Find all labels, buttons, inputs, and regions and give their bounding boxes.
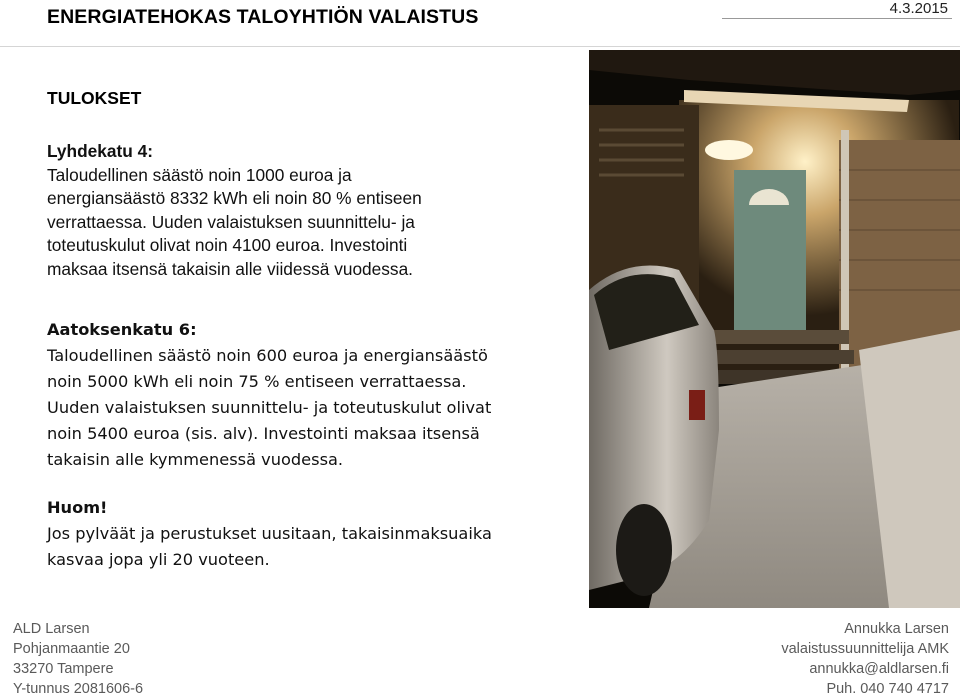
company-postal: 33270 Tampere bbox=[13, 661, 114, 677]
page-title: ENERGIATEHOKAS TALOYHTIÖN VALAISTUS bbox=[47, 6, 479, 28]
section-heading: Huom! bbox=[47, 498, 108, 517]
person-contact-info bbox=[781, 619, 949, 699]
company-contact-info bbox=[13, 619, 143, 699]
section-aatoksenkatu bbox=[47, 317, 582, 473]
person-title: valaistussuunnittelija AMK bbox=[781, 641, 949, 657]
section-heading: Aatoksenkatu 6: bbox=[47, 320, 197, 339]
person-email: annukka@aldlarsen.fi bbox=[809, 661, 949, 677]
section-text: Taloudellinen säästö noin 600 euroa ja energiansäästö noin 5000 kWh eli noin 75 % entiseen verrattaessa. Uuden valaistuksen suunnittelu- ja toteutuskulut olivat noin 5400 euroa (sis. alv). Investointi maksaa itsensä takaisin alle kymmenessä vuodessa. bbox=[47, 346, 492, 469]
section-text: Jos pylväät ja perustukset uusitaan, takaisinmaksuaika kasvaa jopa yli 20 vuoteen. bbox=[47, 524, 492, 569]
company-business-id: Y-tunnus 2081606-6 bbox=[13, 681, 144, 697]
section-huom bbox=[47, 495, 582, 573]
header-divider bbox=[0, 46, 960, 47]
section-text: Taloudellinen säästö noin 1000 euroa ja energiansäästö 8332 kWh eli noin 80 % entiseen verrattaessa. Uuden valaistuksen suunnittelu- ja toteutuskulut olivat noin 4100 euroa. Investointi maksaa itsensä takaisin alle viidessä vuodessa. bbox=[47, 164, 422, 279]
date-label: 4.3.2015 bbox=[889, 0, 948, 17]
section-heading: Lyhdekatu 4: bbox=[47, 141, 153, 161]
person-phone: Puh. 040 740 4717 bbox=[826, 681, 949, 697]
person-name: Annukka Larsen bbox=[844, 621, 949, 637]
building-entrance-photo bbox=[589, 50, 960, 608]
company-street: Pohjanmaantie 20 bbox=[13, 641, 130, 657]
date-underline bbox=[722, 18, 952, 19]
results-heading: TULOKSET bbox=[47, 88, 142, 108]
company-name: ALD Larsen bbox=[13, 621, 90, 637]
section-lyhdekatu bbox=[47, 140, 582, 281]
